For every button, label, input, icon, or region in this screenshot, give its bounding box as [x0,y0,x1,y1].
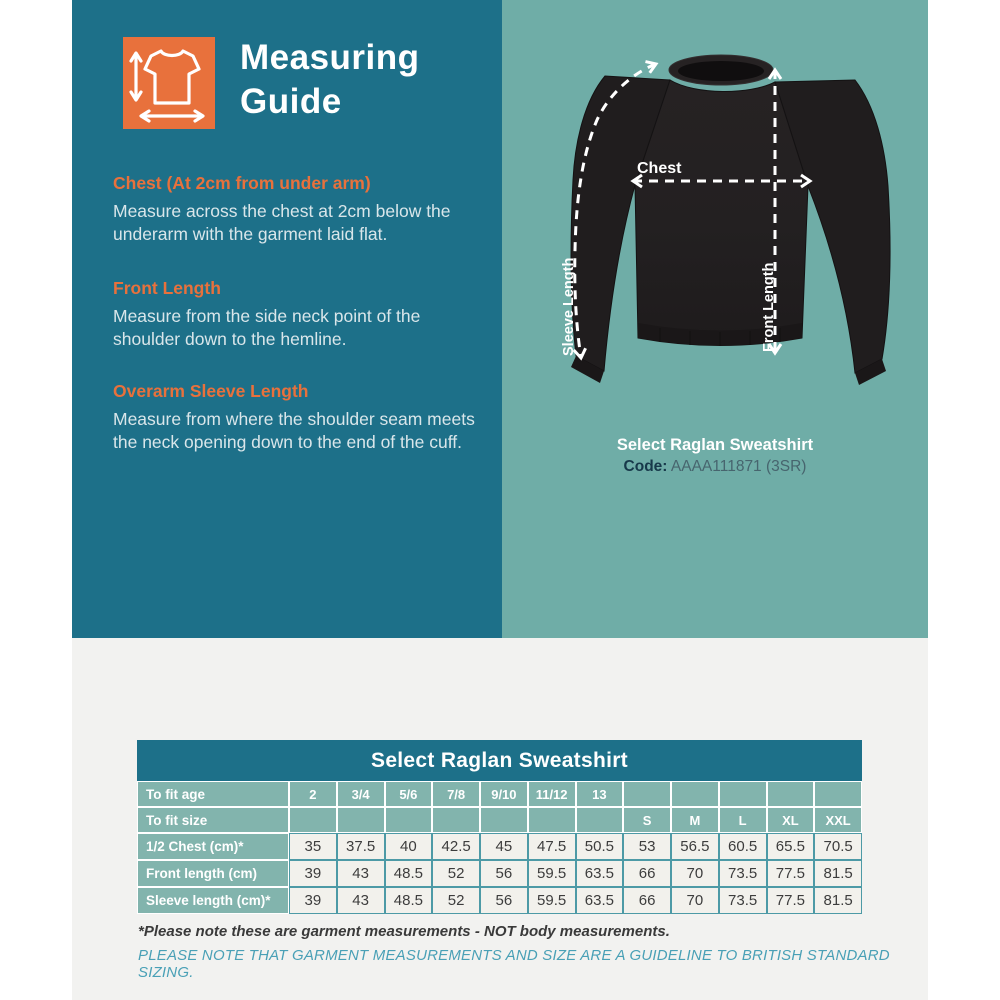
table-cell: 70 [671,887,719,914]
product-code-label: Code: [623,458,668,475]
table-cell: 35 [289,833,337,860]
table-cell: 43 [337,860,385,887]
table-cell [385,807,433,833]
section-front-length-body: Measure from the side neck point of the shoulder down to the hemline. [113,306,421,349]
table-cell: 66 [623,887,671,914]
table-cell: 39 [289,860,337,887]
table-cell: 70.5 [814,833,862,860]
table-cell: 52 [432,860,480,887]
table-cell: 2 [289,781,337,807]
product-name: Select Raglan Sweatshirt [616,436,814,454]
table-cell [767,781,815,807]
sleeve-length-label: Sleeve Length [561,257,577,356]
table-row [137,807,862,833]
table-cell [719,781,767,807]
page-title-line1: Measuring [240,38,420,77]
table-cell: 73.5 [719,860,767,887]
chest-label: Chest [637,160,682,177]
row-label: To fit age [137,781,289,807]
table-cell: M [671,807,719,833]
section-front-length-heading: Front Length [113,278,221,298]
section-sleeve-length-body: Measure from where the shoulder seam meets the neck opening down to the end of the cuff. [113,409,475,452]
table-row [137,860,862,887]
table-cell: 60.5 [719,833,767,860]
row-label: To fit size [137,807,289,833]
size-table [137,740,862,914]
table-cell: 37.5 [337,833,385,860]
table-cell: 77.5 [767,887,815,914]
size-table-title: Select Raglan Sweatshirt [137,740,862,781]
garment-note: *Please note these are garment measurements - NOT body measurements. [138,923,670,940]
table-cell: 39 [289,887,337,914]
row-label: 1/2 Chest (cm)* [137,833,289,860]
size-table-grid [137,781,862,914]
table-cell: 52 [432,887,480,914]
table-cell: 70 [671,860,719,887]
table-cell: 48.5 [385,860,433,887]
row-label: Sleeve length (cm)* [137,887,289,914]
table-cell: 5/6 [385,781,433,807]
table-cell: 63.5 [576,887,624,914]
table-cell: 65.5 [767,833,815,860]
table-cell: 56.5 [671,833,719,860]
table-cell: 81.5 [814,887,862,914]
table-cell: 11/12 [528,781,576,807]
table-cell [528,807,576,833]
table-row [137,833,862,860]
table-cell: 63.5 [576,860,624,887]
sweatshirt-shape [571,55,890,385]
section-front-length [113,278,475,351]
product-code [502,456,928,477]
table-cell [576,807,624,833]
table-cell [337,807,385,833]
product-caption [502,434,928,477]
table-cell: 43 [337,887,385,914]
table-cell: 77.5 [767,860,815,887]
section-sleeve-length [113,381,475,454]
table-cell: XL [767,807,815,833]
table-row [137,781,862,807]
section-chest-heading: Chest (At 2cm from under arm) [113,173,371,193]
table-cell: 81.5 [814,860,862,887]
table-cell: 42.5 [432,833,480,860]
tshirt-measure-icon [123,37,215,129]
table-cell: 56 [480,887,528,914]
table-cell [814,781,862,807]
section-sleeve-length-heading: Overarm Sleeve Length [113,381,309,401]
table-cell [432,807,480,833]
table-cell [623,781,671,807]
table-cell: L [719,807,767,833]
section-chest [113,173,475,246]
table-cell: 47.5 [528,833,576,860]
table-cell: 40 [385,833,433,860]
table-cell: 66 [623,860,671,887]
table-cell [289,807,337,833]
table-cell: 59.5 [528,860,576,887]
table-cell: 73.5 [719,887,767,914]
table-cell [480,807,528,833]
table-cell: 7/8 [432,781,480,807]
table-row [137,887,862,914]
table-cell: XXL [814,807,862,833]
table-cell: 56 [480,860,528,887]
page-title-line2: Guide [240,82,342,121]
row-label: Front length (cm) [137,860,289,887]
table-cell: 45 [480,833,528,860]
table-cell: 53 [623,833,671,860]
product-code-value: AAAA111871 (3SR) [670,458,807,475]
table-cell: 50.5 [576,833,624,860]
page-title [240,36,500,124]
table-cell: 13 [576,781,624,807]
section-chest-body: Measure across the chest at 2cm below the underarm with the garment laid flat. [113,201,451,244]
sweatshirt-diagram [540,40,900,400]
table-cell: 59.5 [528,887,576,914]
table-cell: 48.5 [385,887,433,914]
table-cell: 3/4 [337,781,385,807]
tshirt-measure-icon-svg [123,37,215,129]
front-length-label: Front Length [761,262,777,352]
table-cell: 9/10 [480,781,528,807]
table-cell: S [623,807,671,833]
sizing-note: PLEASE NOTE THAT GARMENT MEASUREMENTS AND SIZE ARE A GUIDELINE TO BRITISH STANDARD SIZING. [138,947,890,981]
table-cell [671,781,719,807]
